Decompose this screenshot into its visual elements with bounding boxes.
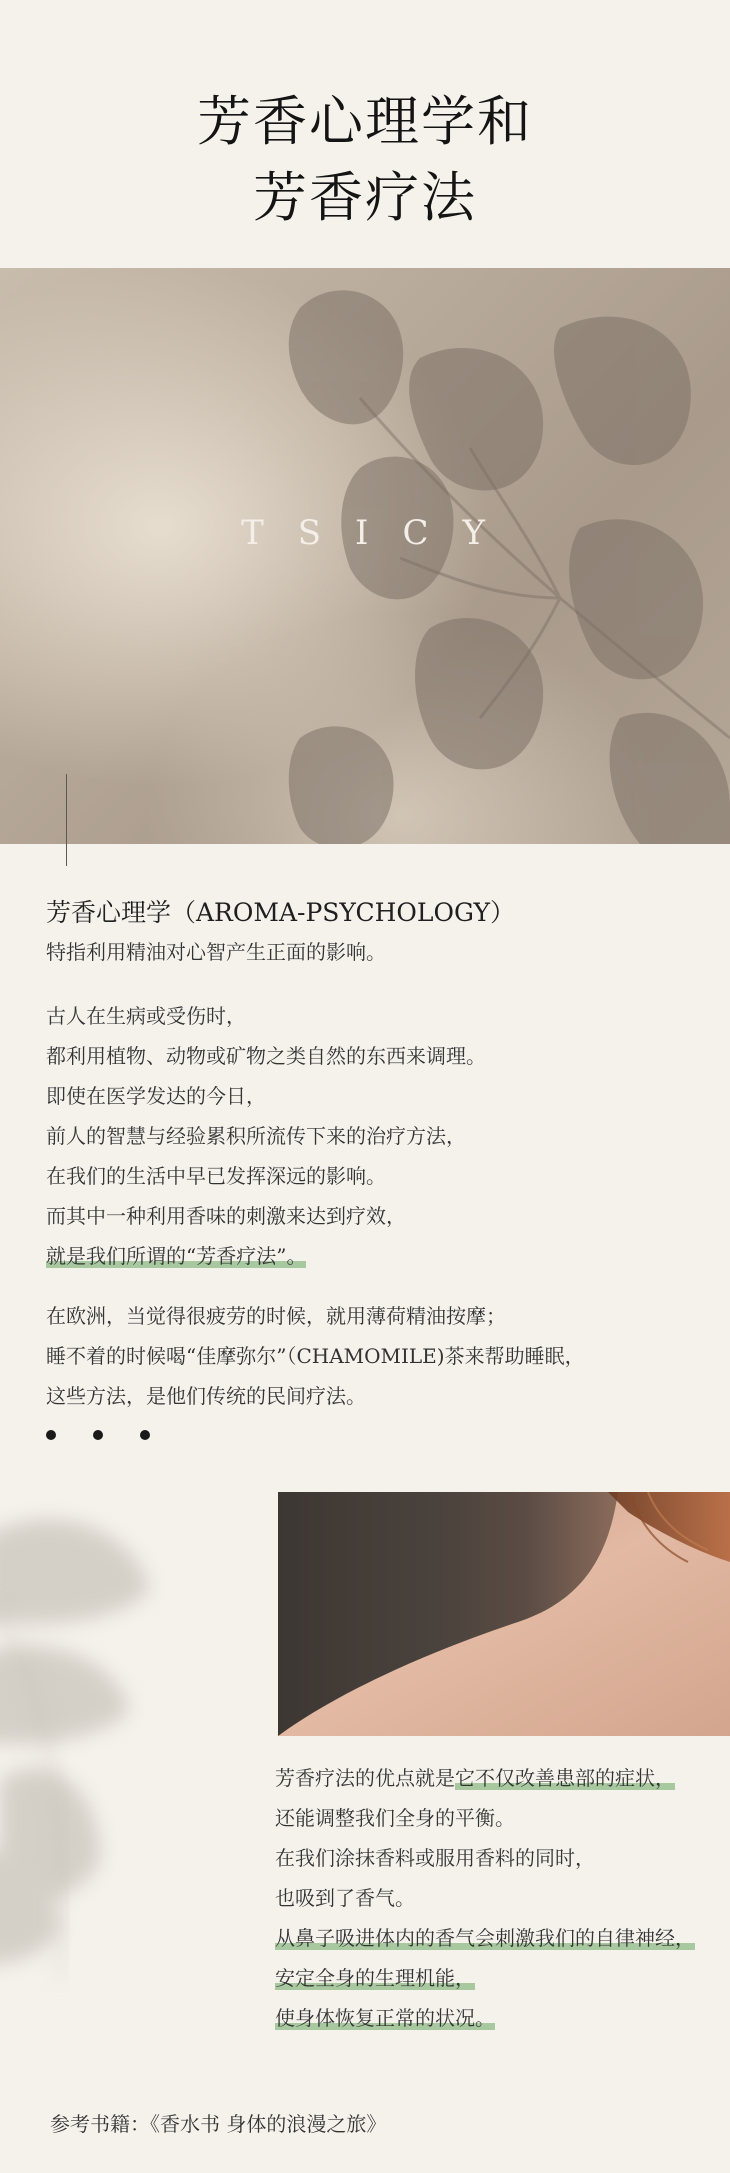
page-title-line2: 芳香疗法 bbox=[253, 166, 477, 229]
paragraph-line: 即使在医学发达的今日， bbox=[46, 1084, 266, 1108]
paragraph-line bbox=[275, 1758, 715, 1798]
paragraph-line: 前人的智慧与经验累积所流传下来的治疗方法， bbox=[46, 1124, 466, 1148]
line-text: 芳香疗法的优点就是 bbox=[275, 1766, 455, 1790]
paragraph-line bbox=[275, 1918, 715, 1958]
dot bbox=[140, 1430, 150, 1440]
line-text: 也吸到了香气。 bbox=[275, 1886, 415, 1910]
dot bbox=[93, 1430, 103, 1440]
highlighted-text: 它不仅改善患部的症状， bbox=[455, 1766, 675, 1790]
vertical-divider bbox=[66, 774, 67, 866]
paragraph-line: 这些方法，是他们传统的民间疗法。 bbox=[46, 1384, 366, 1408]
line-text: 在我们涂抹香料或服用香料的同时， bbox=[275, 1846, 595, 1870]
paragraph-line bbox=[275, 1798, 715, 1838]
section-intro: 特指利用精油对心智产生正面的影响。 bbox=[46, 940, 386, 964]
shoulder-photo bbox=[278, 1492, 730, 1736]
line-text: 还能调整我们全身的平衡。 bbox=[275, 1806, 515, 1830]
reference-note: 参考书籍：《香水书 身体的浪漫之旅》 bbox=[50, 2112, 387, 2136]
paragraph-line bbox=[275, 1998, 715, 2038]
section-heading: 芳香心理学（AROMA-PSYCHOLOGY） bbox=[46, 898, 516, 927]
paragraph-line: 古人在生病或受伤时， bbox=[46, 1004, 246, 1028]
paragraph-line bbox=[275, 1878, 715, 1918]
page-title-line1: 芳香心理学和 bbox=[197, 90, 533, 153]
highlighted-line: 就是我们所谓的“芳香疗法”。 bbox=[46, 1244, 307, 1268]
paragraph-line: 睡不着的时候喝“佳摩弥尔”（CHAMOMILE)茶来帮助睡眠， bbox=[46, 1344, 585, 1368]
leaf-shadow-decoration bbox=[0, 1480, 200, 2000]
title-block bbox=[0, 0, 730, 268]
paragraph-line: 而其中一种利用香味的刺激来达到疗效， bbox=[46, 1204, 406, 1228]
highlighted-text: 安定全身的生理机能， bbox=[275, 1966, 475, 1990]
paragraph-line: 都利用植物、动物或矿物之类自然的东西来调理。 bbox=[46, 1044, 486, 1068]
paragraph-line: 在我们的生活中早已发挥深远的影响。 bbox=[46, 1164, 386, 1188]
highlighted-text: 使身体恢复正常的状况。 bbox=[275, 2006, 495, 2030]
dot bbox=[46, 1430, 56, 1440]
section-aroma-psychology bbox=[46, 896, 686, 1416]
hero-image bbox=[0, 268, 730, 844]
paragraph-line bbox=[275, 1838, 715, 1878]
paragraph-line: 在欧洲，当觉得很疲劳的时候，就用薄荷精油按摩； bbox=[46, 1304, 506, 1328]
hero-brand-text: TSICY bbox=[241, 513, 519, 553]
leaf-shadow-graphic bbox=[0, 268, 730, 844]
paragraph-line bbox=[275, 1958, 715, 1998]
section-aromatherapy-benefits bbox=[275, 1758, 715, 2038]
highlighted-text: 从鼻子吸进体内的香气会刺激我们的自律神经， bbox=[275, 1926, 695, 1950]
